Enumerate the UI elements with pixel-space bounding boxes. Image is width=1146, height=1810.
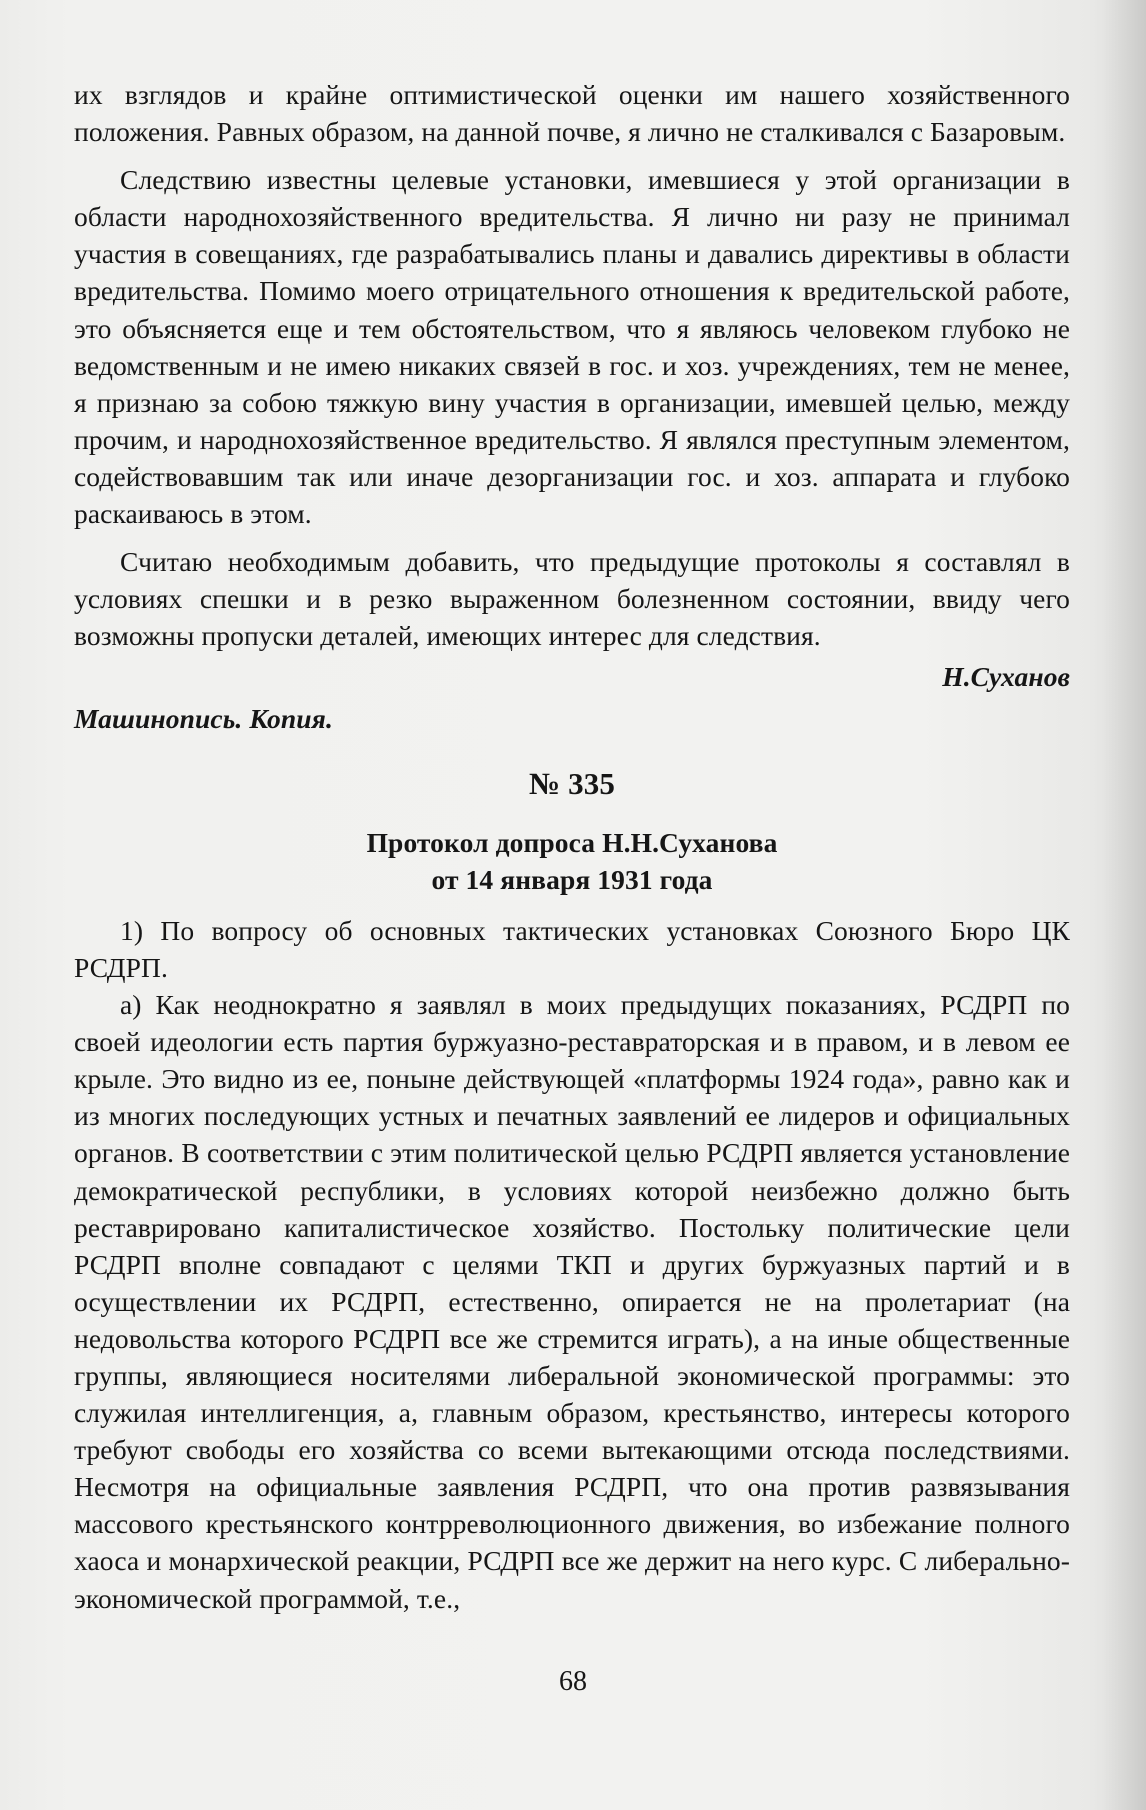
document-number: № 335 [529, 765, 615, 801]
paragraph-addendum: Считаю необходимым добавить, что предыдущие протоколы я составлял в условиях спешки и в резко выраженном болезненном состоянии, ввиду чего возможны пропуски деталей, имеющих интерес для следствия. [74, 546, 1070, 652]
protocol-title: Протокол допроса Н.Н.Суханова [366, 826, 778, 858]
paragraph-answer-a: а) Как неоднократно я заявлял в моих предыдущих показаниях, РСДРП по своей идеологии есть партия буржуазно-реставраторская и в правом, и в левом ее крыле. Это видно из ее, поныне действующей «платформы 1924 года», равно как и из многих последующих устных и печатных заявлений ее лидеров и официальных органов. В соответствии с этим политической целью РСДРП является установление демократической республики, в условиях которой неизбежно должно быть реставрировано капиталистическое хозяйство. Постольку политические цели РСДРП вполне совпадают с целями ТКП и других буржуазных партий и в осуществлении их РСДРП, естественно, опирается не на пролетариат (на недовольства которого РСДРП все же стремится играть), а на иные общественные группы, являющиеся носителями либеральной экономической программы: это служилая интеллигенция, а, главным образом, крестьянство, интересы которого требуют свободы его хозяйства со всеми вытекающими отсюда последствиями. Несмотря на официальные заявления РСДРП, что она против развязывания массового крестьянского контрреволюционного движения, во избежание полного хаоса и монархической реакции, РСДРП все же держит на него курс. С либерально-экономической программой, т.е., [74, 989, 1070, 1614]
typescript-note: Машинопись. Копия. [74, 702, 333, 734]
page-text-block [74, 76, 1070, 1617]
paragraph-question: 1) По вопросу об основных тактических установках Союзного Бюро ЦК РСДРП. [74, 914, 1070, 983]
protocol-date: от 14 января 1931 года [431, 863, 713, 895]
paragraph-targets: Следствию известны целевые установки, имевшиеся у этой организации в области народнохозяйственного вредительства. Я лично ни разу не принимал участия в совещаниях, где разрабатывались планы и давались директивы в области вредительства. Помимо моего отрицательного отношения к вредительской работе, это объясняется еще и тем обстоятельством, что я являюсь человеком глубоко не ведомственным и не имею никаких связей в гос. и хоз. учреждениях, тем не менее, я признаю за собою тяжкую вину участия в организации, имевшей целью, между прочим, и народнохозяйственное вредительство. Я являлся преступным элементом, содействовавшим так или иначе дезорганизации гос. и хоз. аппарата и глубоко раскаиваюсь в этом. [74, 164, 1070, 530]
signature: Н.Суханов [942, 661, 1070, 693]
scan-edge-shadow [1102, 0, 1146, 1810]
paragraph-continuation: их взглядов и крайне оптимистической оценки им нашего хозяйственного положения. Равных образом, на данной почве, я лично не сталкивался с Базаровым. [74, 79, 1070, 148]
page-number: 68 [559, 1666, 587, 1697]
